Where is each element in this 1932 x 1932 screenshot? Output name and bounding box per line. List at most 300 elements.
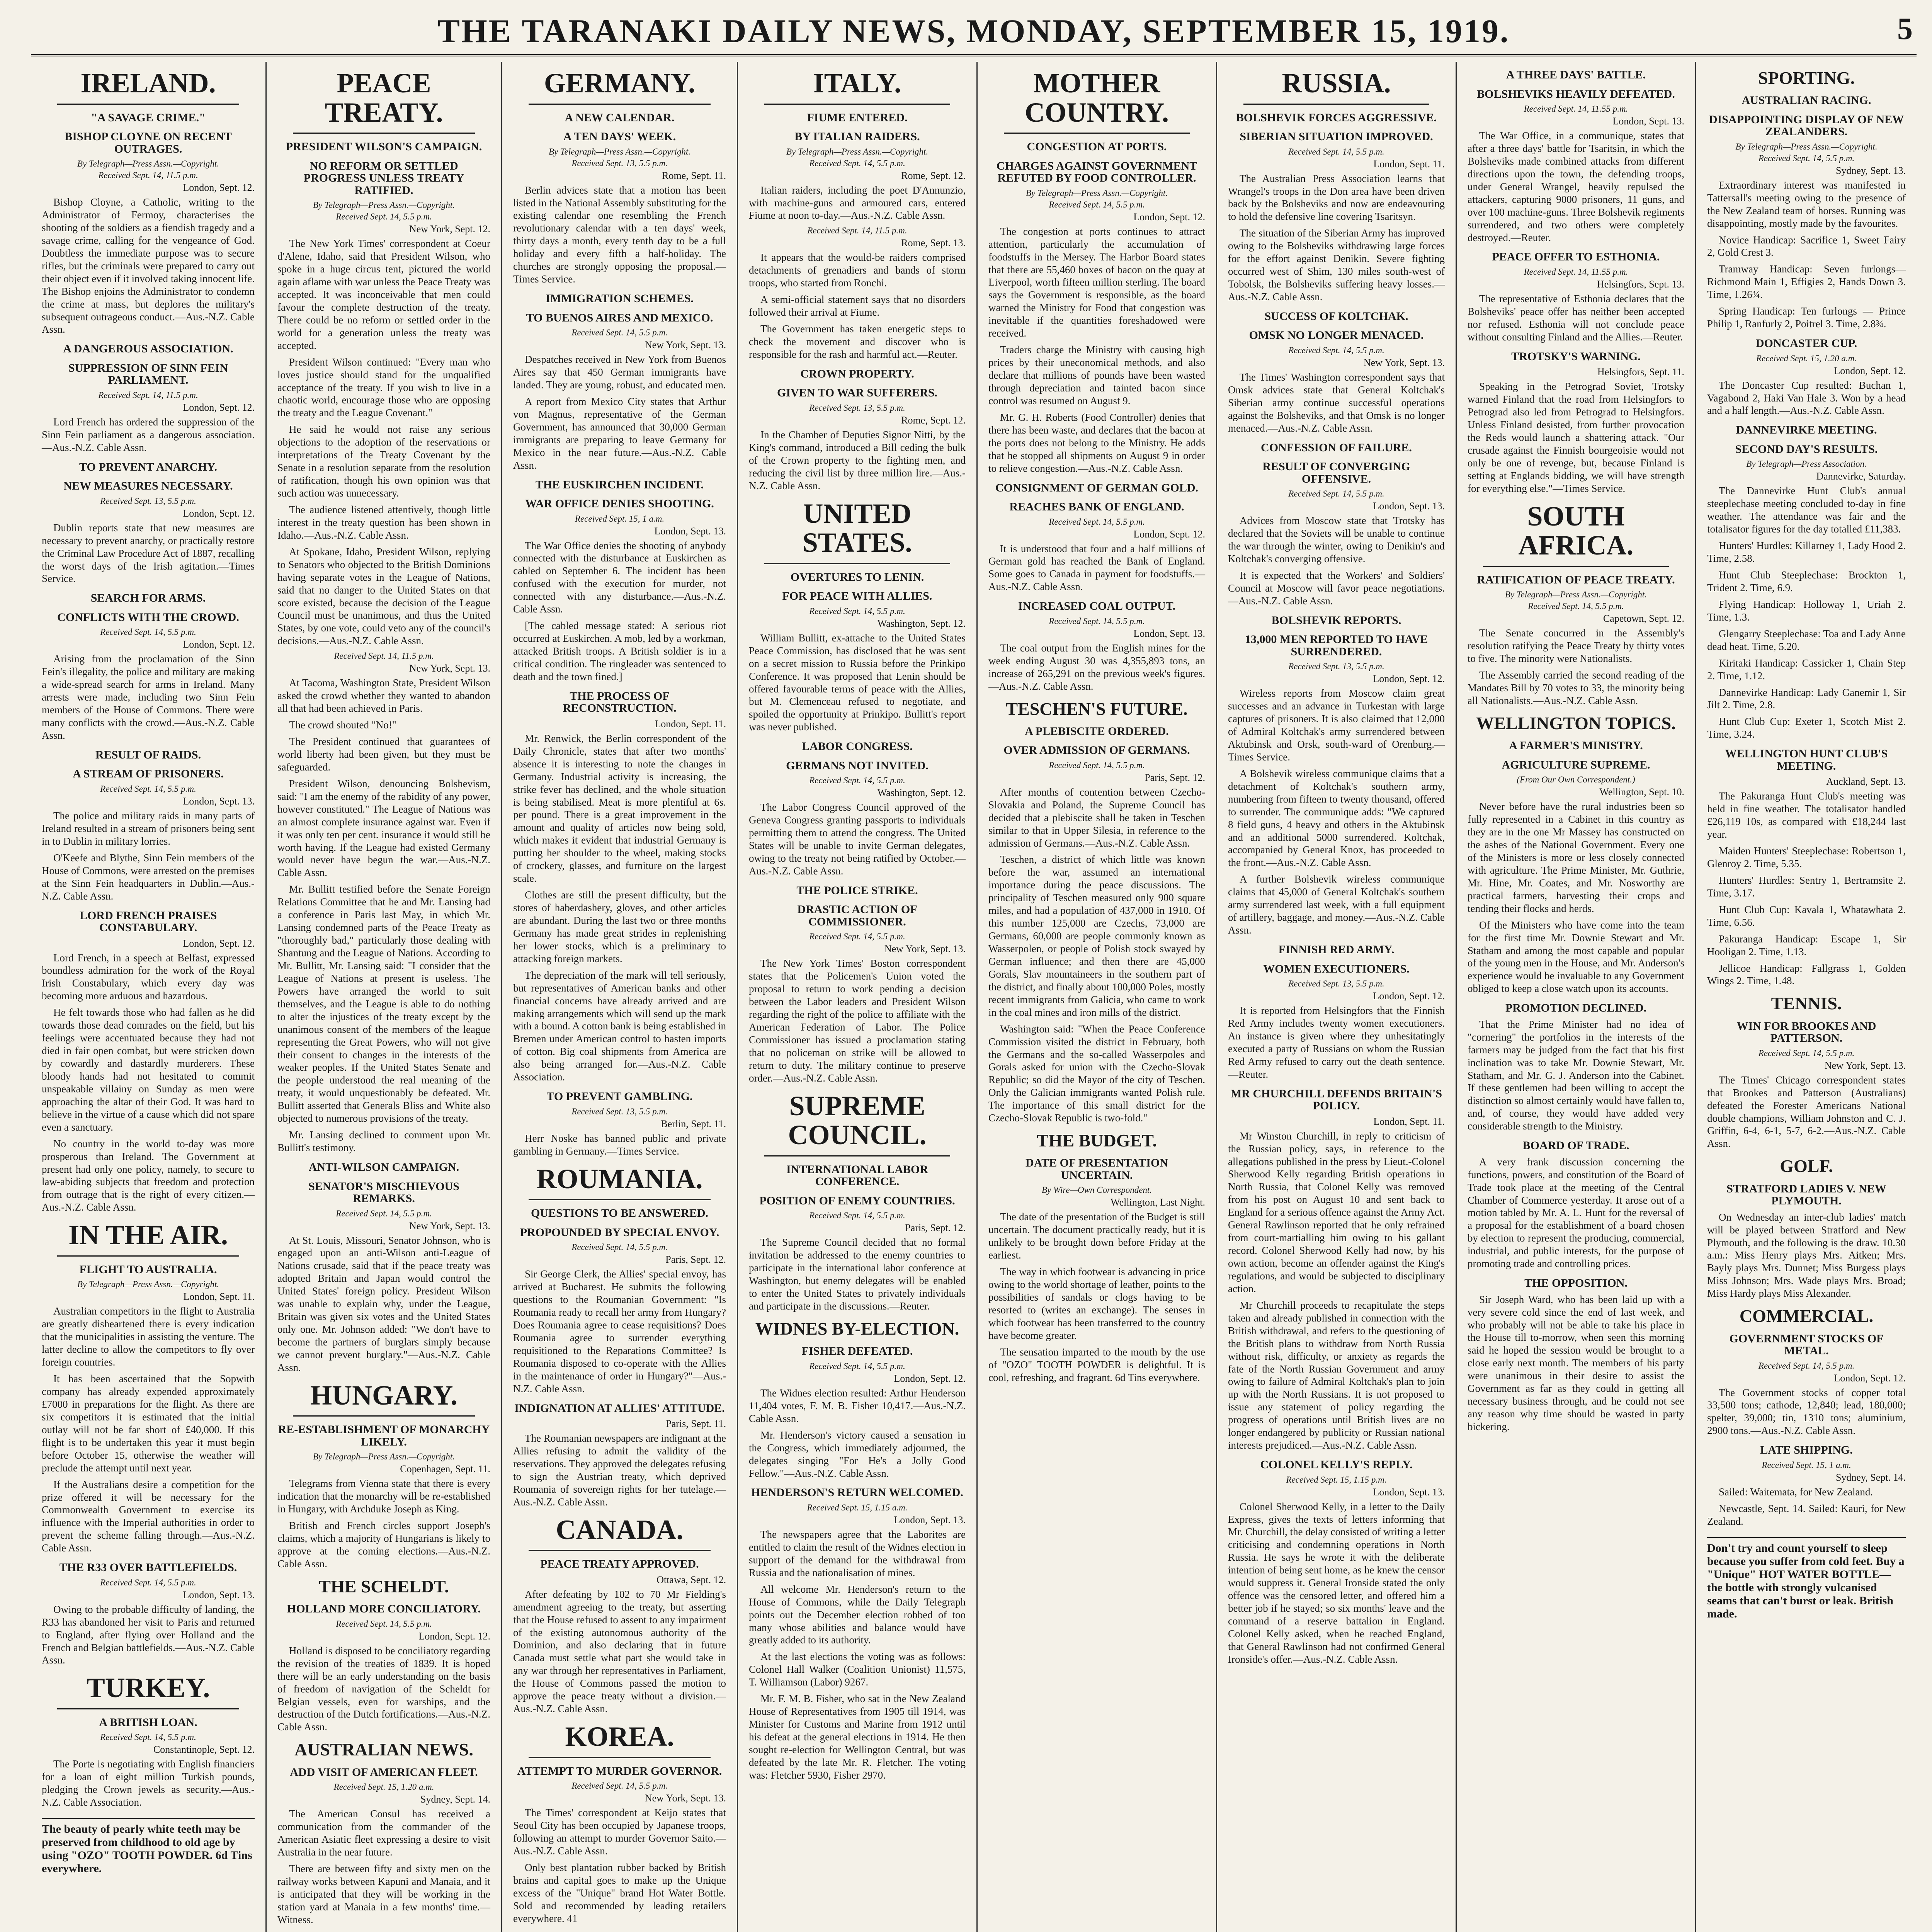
article-paragraph: The Times' correspondent at Keijo states that Seoul City has been occupied by Japanese troops, following an attempt to murder Governor Saito.—Aus.-N.Z. Cable Assn. bbox=[513, 1807, 726, 1857]
article-paragraph: The sensation imparted to the mouth by the use of "OZO" TOOTH POWDER is delightful. It is cool, refreshing, and fragrant. 6d Tins everywhere. bbox=[988, 1346, 1205, 1383]
dateline: Washington, Sept. 12. bbox=[877, 787, 966, 799]
dateline: London, Sept. 12. bbox=[183, 937, 255, 949]
article-heading: NEW MEASURES NECESSARY. bbox=[63, 480, 233, 493]
article-heading: 13,000 MEN REPORTED TO HAVE SURRENDERED. bbox=[1245, 633, 1428, 658]
article-heading: ANTI-WILSON CAMPAIGN. bbox=[308, 1161, 459, 1173]
article-heading: THE EUSKIRCHEN INCIDENT. bbox=[535, 478, 704, 491]
article-paragraph: Herr Noske has banned public and private gambling in Germany.—Times Service. bbox=[513, 1132, 726, 1157]
dateline: Paris, Sept. 11. bbox=[666, 1418, 726, 1429]
article-paragraph: The War Office denies the shooting of anybody connected with the disturbance at Euskirchen as cabled on September 6. The incident has been confused with the execution for murder, not connected with any disturbance.—Aus.-N.Z. Cable Assn. bbox=[513, 539, 726, 615]
article-heading: WAR OFFICE DENIES SHOOTING. bbox=[525, 497, 714, 510]
received-line: Received Sept. 14, 5.5 p.m. bbox=[336, 1208, 432, 1218]
article-heading: POSITION OF ENEMY COUNTRIES. bbox=[759, 1194, 955, 1207]
article-heading: A TEN DAYS' WEEK. bbox=[563, 130, 676, 143]
article-paragraph: O'Keefe and Blythe, Sinn Fein members of the House of Commons, were arrested on the premises at the Sinn Fein headquarters in Dublin.—Aus.-N.Z. Cable Assn. bbox=[42, 852, 255, 902]
article-paragraph: It is expected that the Workers' and Soldiers' Council at Moscow will favor peace negotiations.—Aus.-N.Z. Cable Assn. bbox=[1228, 569, 1445, 607]
credit-line: By Telegraph—Press Association. bbox=[1746, 459, 1867, 469]
article-paragraph: Mr. Lansing declined to comment upon Mr. Bullitt's testimony. bbox=[277, 1129, 490, 1154]
received-line: Received Sept. 13, 5.5 p.m. bbox=[1288, 979, 1384, 989]
article-paragraph: Sir Joseph Ward, who has been laid up with a very severe cold since the end of last week, and who probably will not be able to take his place in the House till to-morrow, when seen this morning said he hoped the session would be brought to a close early next month. The members of his party were unanimous in their desire to assist the Government as far as they could in getting all necessary business through, and he could not see any reason why time should be wasted in party bickering. bbox=[1468, 1293, 1684, 1433]
article-paragraph: Newcastle, Sept. 14. Sailed: Kauri, for New Zealand. bbox=[1707, 1502, 1906, 1527]
article-paragraph: Holland is disposed to be conciliatory regarding the revision of the treaties of 1839. It is hoped there will be an early understanding on the basis of freedom of navigation of the Scheldt for Belgian vessels, even for warships, and the destruction of the Dutch fortifications.—Aus.-N.Z. Cable Assn. bbox=[277, 1645, 490, 1733]
dateline: London, Sept. 12. bbox=[1133, 211, 1205, 223]
dateline: Sydney, Sept. 14. bbox=[420, 1794, 490, 1805]
article-paragraph: The Pakuranga Hunt Club's meeting was held in fine weather. The totalisator handled £26,119 10s, as compared with £18,244 last year. bbox=[1707, 790, 1906, 840]
section-heading: CANADA. bbox=[556, 1514, 684, 1545]
article-heading: SENATOR'S MISCHIEVOUS REMARKS. bbox=[308, 1180, 459, 1205]
received-line: Received Sept. 14, 5.5 p.m. bbox=[809, 1211, 905, 1221]
section-heading: ITALY. bbox=[813, 68, 901, 99]
credit-line: (From Our Own Correspondent.) bbox=[1517, 775, 1635, 785]
article-heading: FISHER DEFEATED. bbox=[801, 1345, 913, 1358]
column-5 bbox=[978, 62, 1217, 1932]
dateline: Paris, Sept. 12. bbox=[905, 1222, 966, 1234]
column-7 bbox=[1457, 62, 1696, 1932]
column-4 bbox=[738, 62, 978, 1932]
article-paragraph: That the Prime Minister had no idea of "cornering" the portfolios in the interests of the farmers may be judged from the fact that his first inclination was to take Mr. Downie Stewart, Mr. Statham, and Mr. G. J. Anderson into the Cabinet. If these gentlemen had been willing to accept the distinction so almost certainly would have fallen to, and, of course, they would have added very considerable strength to the Ministry. bbox=[1468, 1018, 1684, 1132]
article-paragraph: Jellicoe Handicap: Fallgrass 1, Golden Wings 2. Time, 1.48. bbox=[1707, 962, 1906, 987]
received-line: Received Sept. 13, 5.5 p.m. bbox=[1288, 662, 1384, 672]
column-8 bbox=[1696, 62, 1917, 1932]
dateline: New York, Sept. 13. bbox=[1824, 1060, 1906, 1071]
section-heading: KOREA. bbox=[565, 1721, 674, 1752]
article-heading: A THREE DAYS' BATTLE. bbox=[1506, 68, 1646, 81]
received-line: Received Sept. 14, 5.5 p.m. bbox=[1049, 517, 1145, 527]
credit-line: By Telegraph—Press Assn.—Copyright. bbox=[786, 146, 929, 156]
article-heading: CONGESTION AT PORTS. bbox=[1027, 140, 1167, 153]
received-line: Received Sept. 13, 5.5 p.m. bbox=[571, 158, 668, 168]
article-heading: PROPOUNDED BY SPECIAL ENVOY. bbox=[520, 1226, 719, 1239]
article-paragraph: The audience listened attentively, though little interest in the treaty question has been shown in Idaho.—Aus.-N.Z. Cable Assn. bbox=[277, 503, 490, 541]
dateline: London, Sept. 12. bbox=[1133, 528, 1205, 540]
dateline: London, Sept. 11. bbox=[655, 718, 726, 730]
article-heading: WOMEN EXECUTIONERS. bbox=[1263, 962, 1410, 975]
dateline: Paris, Sept. 12. bbox=[665, 1254, 726, 1265]
received-line: Received Sept. 14, 5.5 p.m. bbox=[809, 776, 905, 786]
article-paragraph: Lord French has ordered the suppression of the Sinn Fein parliament as a dangerous association.—Aus.-N.Z. Cable Assn. bbox=[42, 416, 255, 453]
heading-rule bbox=[764, 104, 950, 105]
article-heading: GOVERNMENT STOCKS OF METAL. bbox=[1729, 1332, 1884, 1357]
article-heading: IMMIGRATION SCHEMES. bbox=[546, 292, 694, 305]
article-paragraph: After months of contention between Czecho-Slovakia and Poland, the Supreme Council has decided that a plebiscite shall be taken in Teschen similar to that in Upper Silesia, in reference to the admission of Germans.—Aus.-N.Z. Cable Assn. bbox=[988, 786, 1205, 849]
received-line: Received Sept. 14, 5.5 p.m. bbox=[1049, 760, 1145, 770]
dateline: Berlin, Sept. 11. bbox=[661, 1118, 726, 1129]
dateline: London, Sept. 12. bbox=[1373, 673, 1445, 685]
heading-rule bbox=[1483, 566, 1669, 567]
dateline: Wellington, Sept. 10. bbox=[1599, 786, 1684, 798]
dateline: Ottawa, Sept. 12. bbox=[656, 1574, 726, 1585]
article-heading: TESCHEN'S FUTURE. bbox=[1006, 699, 1188, 719]
article-paragraph: The War Office, in a communique, states that after a three days' battle for Tsaritsin, in which the Bolsheviks made combined attacks from different directions upon the town, the defending troops, under General Wrangel, heavily repulsed the attackers, capturing 9000 prisoners, 11 guns, and over 100 machine-guns. Three Bolshevik regiments surrendered, and two others were completely destroyed.—Reuter. bbox=[1468, 130, 1684, 243]
article-paragraph: A report from Mexico City states that Arthur von Magnus, representative of the German Government, has announced that 30,000 German immigrants are preparing to leave Germany for Mexico in the near future.—Aus.-N.Z. Cable Assn. bbox=[513, 395, 726, 471]
article-paragraph: Maiden Hunters' Steeplechase: Robertson 1, Glenroy 2. Time, 5.35. bbox=[1707, 845, 1906, 869]
dateline: London, Sept. 12. bbox=[183, 401, 255, 413]
article-heading: DANNEVIRKE MEETING. bbox=[1736, 423, 1877, 437]
dateline: Sydney, Sept. 14. bbox=[1835, 1471, 1906, 1483]
article-heading: LORD FRENCH PRAISES CONSTABULARY. bbox=[79, 909, 217, 934]
article-heading: SUCCESS OF KOLTCHAK. bbox=[1264, 310, 1408, 323]
article-paragraph: The congestion at ports continues to attract attention, particularly the accumulation of foodstuffs in the Mersey. The Harbor Board states that there are 55,460 boxes of bacon on the quay at Liverpool, worth fifteen million sterling. The board says the Government is responsible, as the board warned the Ministry for Food that congestion was inevitable if the quantities foreshadowed were received. bbox=[988, 225, 1205, 339]
received-line: Received Sept. 14, 11.5 p.m. bbox=[334, 651, 434, 661]
article-heading: SECOND DAY'S RESULTS. bbox=[1735, 442, 1878, 456]
article-paragraph: Berlin advices state that a motion has been listed in the National Assembly substituting for the existing calendar one resembling the French revolutionary calendar with a ten days' week, thirty days a month, every tenth day to be a full holiday and every fifth a half-holiday. The churches are strongly opposing the proposal.—Times Service. bbox=[513, 184, 726, 285]
article-heading: A FARMER'S MINISTRY. bbox=[1509, 739, 1643, 752]
article-paragraph: Dannevirke Handicap: Lady Ganemir 1, Sir Jilt 2. Time, 2.8. bbox=[1707, 686, 1906, 711]
article-heading: MR CHURCHILL DEFENDS BRITAIN'S POLICY. bbox=[1230, 1087, 1442, 1112]
article-paragraph: At Spokane, Idaho, President Wilson, replying to Senators who objected to the British Dominions having separate votes in the League of Nations, said that no danger to the United States on that score existed, because the decision of the League Council must be unanimous, and thus the United States, by one vote, could veto any of the council's decisions.—Aus.-N.Z. Cable Assn. bbox=[277, 546, 490, 647]
heading-rule bbox=[1243, 104, 1429, 105]
credit-line: By Telegraph—Press Assn.—Copyright. bbox=[1026, 188, 1168, 198]
article-paragraph: At Tacoma, Washington State, President Wilson asked the crowd whether they wanted to abandon all that had been achieved in Paris. bbox=[277, 677, 490, 714]
article-paragraph: Hunt Club Cup: Exeter 1, Scotch Mist 2. Time, 3.24. bbox=[1707, 716, 1906, 740]
received-line: Received Sept. 14, 5.5 p.m. bbox=[336, 1619, 432, 1629]
heading-rule bbox=[529, 1757, 711, 1758]
article-paragraph: Advices from Moscow state that Trotsky has declared that the Soviets will be unable to continue the war through the winter, owing to Denikin's and Koltchak's converging offensive. bbox=[1228, 515, 1445, 565]
article-paragraph: Mr. G. H. Roberts (Food Controller) denies that there has been waste, and declares that the bacon at the ports does not belong to the Ministry. He adds that he stopped all shipments on August 9 in order to relieve congestion.—Aus.-N.Z. Cable Assn. bbox=[988, 411, 1205, 474]
article-paragraph: At St. Louis, Missouri, Senator Johnson, who is engaged upon an anti-Wilson anti-League of Nations crusade, said that if the peace treaty was adopted Britain and Japan would control the United States' foreign policy. President Wilson was unable to explain why, under the League, Britain was given six votes and the United States only one. Mr. Johnson added: "We don't have to become the partners of burglars simply because we cannot prevent burglary."—Aus.-N.Z. Cable Assn. bbox=[277, 1234, 490, 1373]
article-paragraph: Clothes are still the present difficulty, but the stores of haberdashery, gloves, and other articles are abundant. During the last two or three months Germany has made great strides in replenishing her lower stocks, which is a preliminary to attacking foreign markets. bbox=[513, 889, 726, 964]
article-paragraph: The coal output from the English mines for the week ending August 30 was 4,355,893 tons, an increase of 265,291 on the previous week's figures.—Aus.-N.Z. Cable Assn. bbox=[988, 642, 1205, 692]
article-heading: OVERTURES TO LENIN. bbox=[790, 570, 924, 583]
article-paragraph: Only best plantation rubber backed by British brains and capital goes to make up the Unique excess of the "Unique" brand Hot Water Bottle. Sold and recommended by leading retailers everywhere. 41 bbox=[513, 1861, 726, 1924]
dateline: Dannevirke, Saturday. bbox=[1816, 471, 1906, 482]
article-heading: SIBERIAN SITUATION IMPROVED. bbox=[1240, 130, 1433, 143]
article-paragraph: Italian raiders, including the poet D'Annunzio, with machine-guns and armoured cars, entered Fiume at noon to-day.—Aus.-N.Z. Cable Assn. bbox=[749, 184, 966, 221]
dateline: London, Sept. 13. bbox=[654, 525, 726, 537]
article-paragraph: Tramway Handicap: Seven furlongs—Richmond Main 1, Effigies 2, Hands Down 3. Time, 1.26¾. bbox=[1707, 263, 1906, 301]
article-paragraph: Mr. Henderson's victory caused a sensation in the Congress, which immediately adjourned, the delegates singing "For He's a Jolly Good Fellow."—Aus.-N.Z. Cable Assn. bbox=[749, 1429, 966, 1479]
article-paragraph: Arising from the proclamation of the Sinn Fein's illegality, the police and military are making a wide-spread search for arms in Ireland. Many arrests were made, including two Sinn Fein members of the House of Commons. There were many conflicts with the crowd.—Aus.-N.Z. Cable Assn. bbox=[42, 653, 255, 742]
article-paragraph: Despatches received in New York from Buenos Aires say that 450 German immigrants have landed. They are young, robust, and educated men. bbox=[513, 354, 726, 391]
dateline: Capetown, Sept. 12. bbox=[1603, 613, 1684, 624]
dateline: London, Sept. 11. bbox=[1373, 1116, 1445, 1127]
article-paragraph: No country in the world to-day was more prosperous than Ireland. The Government at present had only one policy, namely, to secure to law-abiding subjects that freedom and protection from outrage that is the right of every citizen.—Aus.-N.Z. Cable Assn. bbox=[42, 1138, 255, 1213]
article-paragraph: It is understood that four and a half millions of German gold has reached the Bank of England. Some goes to Canada in payment for foodstuffs.—Aus.-N.Z. Cable Assn. bbox=[988, 543, 1205, 593]
advertisement: Don't try and count yourself to sleep because you suffer from cold feet. Buy a "Unique" HOT WATER BOTTLE—the bottle with strongly vulcanised seams that can't burst or leak. British made. bbox=[1707, 1537, 1906, 1621]
advertisement: The beauty of pearly white teeth may be preserved from childhood to old age by using "OZO" TOOTH POWDER. 6d Tins everywhere. bbox=[42, 1818, 255, 1875]
article-heading: BOARD OF TRADE. bbox=[1522, 1139, 1629, 1152]
article-paragraph: The Senate concurred in the Assembly's resolution ratifying the Peace Treaty by thirty votes to five. The minority were Nationalists. bbox=[1468, 627, 1684, 665]
article-heading: RESULT OF RAIDS. bbox=[95, 748, 201, 761]
dateline: London, Sept. 12. bbox=[183, 639, 255, 650]
article-paragraph: The Times' Chicago correspondent states that Brookes and Patterson (Australians) defeated the Forester Americans National double champions, William Johnston and C. J. Griffin, 6-4, 6-1, 5-7, 6-2.—Aus.-N.Z. Cable Assn. bbox=[1707, 1074, 1906, 1150]
article-paragraph: The way in which footwear is advancing in price owing to the world shortage of leather, points to the possibilities of sandals or clogs having to be resorted to (writes an exchange). The senses in which footwear has been transferred to the country have become greater. bbox=[988, 1266, 1205, 1341]
column-3 bbox=[502, 62, 738, 1932]
article-heading: RATIFICATION OF PEACE TREATY. bbox=[1477, 573, 1675, 586]
article-paragraph: The Labor Congress Council approved of the Geneva Congress granting passports to individuals permitting them to attend the congress. The United States will be unable to invite German delegates, owing to the treaty not being ratified by October.—Aus.-N.Z. Cable Assn. bbox=[749, 801, 966, 877]
article-paragraph: After defeating by 102 to 70 Mr Fielding's amendment agreeing to the treaty, but asserting that the House refused to assent to any impairment of the existing autonomous authority of the Dominion, and also declaring that in future Canada must settle what part she would take in any war through her representatives in Parliament, the House of Commons passed the motion to approve the peace treaty without a division.—Aus.-N.Z. Cable Assn. bbox=[513, 1588, 726, 1715]
received-line: Received Sept. 13, 5.5 p.m. bbox=[571, 1106, 668, 1116]
article-paragraph: Hunt Club Cup: Kavala 1, Whatawhata 2. Time, 6.56. bbox=[1707, 903, 1906, 928]
article-paragraph: Extraordinary interest was manifested in Tattersall's meeting owing to the presence of the New Zealand team of horses. Running was disappointing, mostly made by the favourites. bbox=[1707, 179, 1906, 229]
article-heading: AGRICULTURE SUPREME. bbox=[1502, 758, 1650, 771]
received-line: Received Sept. 14, 5.5 p.m. bbox=[1288, 146, 1384, 156]
received-line: Received Sept. 15, 1 a.m. bbox=[575, 514, 665, 524]
received-line: Received Sept. 13, 5.5 p.m. bbox=[809, 403, 905, 413]
article-paragraph: Mr. F. M. B. Fisher, who sat in the New Zealand House of Representatives from 1905 till 1914, was Minister for Customs and Marine from 1912 until his defeat at the general elections in 1914. He then sought re-election for Wellington Central, but was defeated by the late Mr. R. Fletcher. The voting was: Fletcher 5930, Fisher 2970. bbox=[749, 1693, 966, 1781]
article-paragraph: Sailed: Waitemata, for New Zealand. bbox=[1719, 1486, 1873, 1498]
section-heading: IRELAND. bbox=[80, 68, 216, 99]
heading-rule bbox=[57, 1708, 239, 1709]
column-6 bbox=[1217, 62, 1457, 1932]
article-heading: AUSTRALIAN NEWS. bbox=[294, 1740, 473, 1760]
article-heading: CONFESSION OF FAILURE. bbox=[1261, 441, 1412, 454]
received-line: Received Sept. 14, 11.5 p.m. bbox=[807, 226, 907, 236]
article-paragraph: Mr. Renwick, the Berlin correspondent of the Daily Chronicle, states that after two months' absence it is interesting to note the changes in Germany. Industrial activity is increasing, the strike fever has declined, and the whole situation is being stabilised. Meat is more plentiful at 6s. per pound. There is a great improvement in the amount and quality of articles now being sold, which makes it evident that industrial Germany is putting her shoulder to the wheel, making stocks of crockery, glasses, and furniture on the largest scale. bbox=[513, 732, 726, 884]
article-heading: GIVEN TO WAR SUFFERERS. bbox=[777, 386, 938, 400]
article-heading: FLIGHT TO AUSTRALIA. bbox=[79, 1263, 217, 1276]
article-paragraph: It is reported from Helsingfors that the Finnish Red Army includes twenty women executioners. An instance is given where they unhesitatingly executed a party of Russians on whom the Russian Red Army refused to carry out the death sentence.—Reuter. bbox=[1228, 1005, 1445, 1080]
dateline: Constantinople, Sept. 12. bbox=[153, 1744, 255, 1755]
article-heading: SPORTING. bbox=[1758, 68, 1855, 88]
section-heading: SOUTH AFRICA. bbox=[1518, 500, 1634, 561]
dateline: London, Sept. 13. bbox=[894, 1514, 966, 1526]
article-heading: TROTSKY'S WARNING. bbox=[1511, 350, 1641, 363]
article-paragraph: If the Australians desire a competition for the prize offered it will be necessary for the Commonwealth Government to exercise its influence with the Imperial authorities in order to prevent the scheme falling through.—Aus.-N.Z. Cable Assn. bbox=[42, 1478, 255, 1554]
article-paragraph: Teschen, a district of which little was known before the war, assumed an international importance during the peace discussions. The principality of Teschen measured only 900 square miles, and had a population of 437,000 in 1910. Of this number 125,000 are Czechs, 73,000 are Germans, 60,000 are people commonly known as Wasserpolen, or people of Polish stock swayed by German influence; and then there are 45,000 Gorals, Slav mountaineers in the southern part of the district, and finally about 100,000 Poles, mostly recent immigrants from Galicia, who came to work in the coal mines and iron mills of the district. bbox=[988, 854, 1205, 1018]
article-paragraph: The Government stocks of copper total 33,500 tons; cathode, 12,840; lead, 180,000; spelter, 39,000; tin, 1310 tons; aluminium, 2900 tons.—Aus.-N.Z. Cable Assn. bbox=[1707, 1386, 1906, 1437]
article-paragraph: Mr. Bullitt testified before the Senate Foreign Relations Committee that he and Mr. Lansing had a conference in Paris last May, in which Mr. Lansing condemned parts of the Peace Treaty as "thoroughly bad," particularly those dealing with Shantung and the League of Nations. According to Mr. Bullitt, Mr. Lansing said: "I consider that the League of Nations at present is useless. The Powers have arranged the world to suit themselves, and the League is able to do nothing to alter the injustices of the treaty except by the unanimous consent of the members of the league representing the Great Powers, who will not give their consent to changes in the interests of the weaker peoples. If the United States Senate and the people understood the real meaning of the treaty, it would unquestionably be defeated. Mr. Bullitt asserted that Generals Bliss and White also objected to numerous provisions of the treaty. bbox=[277, 883, 490, 1124]
received-line: Received Sept. 14, 11.55 p.m. bbox=[1524, 267, 1628, 277]
received-line: Received Sept. 14, 5.5 p.m. bbox=[1049, 616, 1145, 626]
dateline: London, Sept. 13. bbox=[1133, 628, 1205, 639]
section-heading: ROUMANIA. bbox=[536, 1163, 703, 1194]
article-heading: CONSIGNMENT OF GERMAN GOLD. bbox=[995, 481, 1199, 494]
article-heading: DISAPPOINTING DISPLAY OF NEW ZEALANDERS. bbox=[1709, 113, 1904, 138]
dateline: London, Sept. 12. bbox=[418, 1630, 490, 1642]
article-paragraph: The Dannevirke Hunt Club's annual steeplechase meeting concluded to-day in fine weather. The attendance was fair and the totalisator figures for the day totalled £11,383. bbox=[1707, 485, 1906, 535]
received-line: Received Sept. 14, 5.5 p.m. bbox=[1288, 489, 1384, 499]
article-paragraph: Flying Handicap: Holloway 1, Uriah 2. Time, 1.3. bbox=[1707, 598, 1906, 623]
article-heading: DRASTIC ACTION OF COMMISSIONER. bbox=[797, 903, 917, 928]
article-heading: LATE SHIPPING. bbox=[1760, 1444, 1853, 1457]
article-heading: TO PREVENT ANARCHY. bbox=[79, 460, 218, 473]
credit-line: By Telegraph—Press Assn.—Copyright. bbox=[1735, 141, 1878, 151]
received-line: Received Sept. 15, 1.15 a.m. bbox=[807, 1502, 908, 1512]
article-paragraph: Bishop Cloyne, a Catholic, writing to the Administrator of Fermoy, characterises the shooting of the soldiers as a fiendish tragedy and a savage crime, calling for the vengeance of God. Doubtless the immediate purpose was to secure rifles, but the criminals were prepared to carry out their object even if it involved taking innocent life. The Bishop enjoins the Administrator to condemn the crime at mass, but deplores the military's subsequent outrageous conduct.—Aus.-N.Z. Cable Assn. bbox=[42, 196, 255, 335]
article-heading: INDIGNATION AT ALLIES' ATTITUDE. bbox=[514, 1401, 725, 1415]
received-line: Received Sept. 13, 5.5 p.m. bbox=[100, 496, 196, 506]
article-heading: HOLLAND MORE CONCILIATORY. bbox=[287, 1602, 481, 1616]
section-heading: UNITED STATES. bbox=[802, 498, 912, 558]
dateline: London, Sept. 12. bbox=[183, 182, 255, 194]
received-line: Received Sept. 14, 5.5 p.m. bbox=[1758, 1361, 1855, 1371]
article-heading: FINNISH RED ARMY. bbox=[1278, 943, 1395, 956]
dateline: Sydney, Sept. 13. bbox=[1835, 165, 1906, 176]
article-paragraph: Novice Handicap: Sacrifice 1, Sweet Fairy 2, Gold Crest 3. bbox=[1707, 234, 1906, 259]
article-heading: OMSK NO LONGER MENACED. bbox=[1249, 329, 1424, 342]
article-paragraph: Glengarry Steeplechase: Toa and Lady Anne dead heat. Time, 5.20. bbox=[1707, 628, 1906, 652]
article-paragraph: The Australian Press Association learns that Wrangel's troops in the Don area have been driven back by the Bolsheviks and now are endeavouring to hold the defensive line covering Tsaritsyn. bbox=[1228, 172, 1445, 223]
article-heading: WIDNES BY-ELECTION. bbox=[755, 1319, 959, 1339]
article-paragraph: The New York Times' Boston correspondent states that the Policemen's Union voted the proposal to return to work pending a decision between the Labor leaders and President Wilson regarding the right of the police to affiliate with the American Federation of Labor. The Police Commissioner has issued a proclamation stating that no policeman on strike will be allowed to return to duty. The military continue to preserve order.—Aus.-N.Z. Cable Assn. bbox=[749, 957, 966, 1084]
article-paragraph: The depreciation of the mark will tell seriously, but representatives of American banks and other financial concerns have already arrived and are making arrangements which will send up the mark with a bound. A cotton bank is being established in Bremen under American control to hasten imports of cotton. Big coal shipments from America are also being arranged for.—Aus.-N.Z. Cable Association. bbox=[513, 969, 726, 1083]
article-paragraph: The date of the presentation of the Budget is still uncertain. The document practically ready, but it is unlikely to be brought down before Friday at the earliest. bbox=[988, 1211, 1205, 1261]
article-paragraph: Hunters' Hurdles: Sentry 1, Bertramsite 2. Time, 3.17. bbox=[1707, 874, 1906, 899]
credit-line: By Telegraph—Press Assn.—Copyright. bbox=[313, 1452, 455, 1462]
received-line: Received Sept. 14, 11.5 p.m. bbox=[98, 170, 198, 180]
article-paragraph: Sir George Clerk, the Allies' special envoy, has arrived at Bucharest. He submits the following questions to the Roumanian Government: "Is Roumania ready to recall her army from Hungary? Does Roumania agree to cease requisitions? Does Roumania agree to surrender everything requisitioned to the Reparations Committee? Is Roumania disposed to co-operate with the Allies in the maintenance of order in Hungary?"—Aus.-N.Z. Cable Assn. bbox=[513, 1268, 726, 1395]
credit-line: By Telegraph—Press Assn.—Copyright. bbox=[313, 200, 455, 210]
received-line: Received Sept. 14, 5.5 p.m. bbox=[100, 784, 196, 794]
article-heading: PEACE TREATY APPROVED. bbox=[540, 1558, 699, 1571]
article-heading: STRATFORD LADIES V. NEW PLYMOUTH. bbox=[1726, 1182, 1886, 1208]
article-heading: THE SCHELDT. bbox=[319, 1576, 449, 1596]
article-heading: GERMANS NOT INVITED. bbox=[786, 759, 929, 772]
article-heading: BOLSHEVIK FORCES AGGRESSIVE. bbox=[1236, 111, 1437, 124]
article-paragraph: The police and military raids in many parts of Ireland resulted in a stream of prisoners being sent in to Dublin in military lorries. bbox=[42, 810, 255, 847]
article-heading: QUESTIONS TO BE ANSWERED. bbox=[531, 1207, 709, 1220]
dateline: London, Sept. 12. bbox=[1834, 1372, 1906, 1384]
dateline: London, Sept. 13. bbox=[1373, 1486, 1445, 1498]
section-heading: TURKEY. bbox=[86, 1672, 210, 1704]
page-number: 5 bbox=[1897, 12, 1913, 46]
dateline: London, Sept. 13. bbox=[183, 1589, 255, 1600]
article-paragraph: There are between fifty and sixty men on the railway works between Kapuni and Manaia, and it is anticipated that they will be working in the station yard at Manaia in a few months' time.—Witness. bbox=[277, 1862, 490, 1925]
article-paragraph: A semi-official statement says that no disorders followed their arrival at Fiume. bbox=[749, 294, 966, 318]
received-line: Received Sept. 14, 5.5 p.m. bbox=[1049, 199, 1145, 209]
article-heading: GOLF. bbox=[1780, 1156, 1833, 1176]
article-heading: WELLINGTON HUNT CLUB'S MEETING. bbox=[1725, 747, 1888, 772]
dateline: London, Sept. 13. bbox=[1373, 500, 1445, 512]
article-paragraph: Australian competitors in the flight to Australia are greatly disheartened there is every indication that the municipalities in assisting the venture. The latter decline to allow the competitors to fly over foreign countries. bbox=[42, 1305, 255, 1368]
article-heading: THE POLICE STRIKE. bbox=[796, 884, 918, 897]
dateline: New York, Sept. 13. bbox=[1363, 357, 1445, 368]
article-paragraph: Colonel Sherwood Kelly, in a letter to the Daily Express, gives the texts of letters informing that Mr. Churchill, the delay consisted of writing a letter criticising and condemning operations in North Russia. He says he wrote it with the deliberate intention of being sent home, as he knew the censor would suppress it. General Ironside stated the only offence was the censored letter, and offered him a better job if he stayed; so six months' leave and the command of a reserve battalion in England. Colonel Kelly asked, when he reached England, that General Rawlinson had not confirmed General Ironside's offer.—Aus.-N.Z. Cable Assn. bbox=[1228, 1500, 1445, 1665]
article-paragraph: Of the Ministers who have come into the team for the first time Mr. Downie Stewart and Mr. Statham and among the most capable and popular of the young men in the House, and Mr. Anderson's experience would be invaluable to any Government obliged to keep a close watch upon its accounts. bbox=[1468, 919, 1684, 995]
article-paragraph: Pakuranga Handicap: Escape 1, Sir Hooligan 2. Time, 1.13. bbox=[1707, 933, 1906, 957]
article-paragraph: Spring Handicap: Ten furlongs — Prince Philip 1, Ranfurly 2, Poitrel 3. Time, 2.8¾. bbox=[1707, 305, 1906, 330]
article-paragraph: Dublin reports state that new measures are necessary to prevent anarchy, or practically restore the Criminal Law Procedure Act of 1887, recalling the worst days of the Irish agitation.—Times Service. bbox=[42, 522, 255, 585]
article-paragraph: The Assembly carried the second reading of the Mandates Bill by 70 votes to 33, the minority being all Nationalists.—Aus.-N.Z. Cable Assn. bbox=[1468, 669, 1684, 706]
article-paragraph: Owing to the probable difficulty of landing, the R33 has abandoned her visit to Paris and returned to England, after flying over Holland and the French and Belgian battlefields.—Aus.-N.Z. Cable Assn. bbox=[42, 1603, 255, 1666]
article-heading: OVER ADMISSION OF GERMANS. bbox=[1003, 744, 1190, 757]
article-heading: INCREASED COAL OUTPUT. bbox=[1018, 600, 1175, 613]
heading-rule bbox=[764, 1155, 950, 1156]
article-heading: WELLINGTON TOPICS. bbox=[1476, 713, 1676, 733]
article-paragraph: Washington said: "When the Peace Conference Commission visited the district in February, both the Germans and the so-called Wasserpoles and Gorals asked for union with the Czecho-Slovak Republic; so did the Mayor of the city of Teschen. Only the Galician immigrants wanted Polish rule. The importance of this small district for the Czecho-Slovak Republic is two-fold." bbox=[988, 1023, 1205, 1124]
article-paragraph: He felt towards those who had fallen as he did towards those dead comrades on the field, but his feelings were accentuated because they had not died in fair open combat, but were stricken down by cowardly and dastardly murderers. These bloody hands had not hesitated to commit unspeakable villainy on Sunday as men were approaching the altar of their God. It was hard to believe in the virtue of a cause which did not spare even a sanctuary. bbox=[42, 1007, 255, 1133]
received-line: Received Sept. 14, 5.5 p.m. bbox=[809, 932, 905, 942]
masthead-title: THE TARANAKI DAILY NEWS, MONDAY, SEPTEMBER 15, 1919. bbox=[437, 12, 1510, 49]
article-heading: "A SAVAGE CRIME." bbox=[91, 111, 206, 124]
article-paragraph: Lord French, in a speech at Belfast, expressed boundless admiration for the work of the Royal Irish Constabulary, which every day was becoming more arduous and hazardous. bbox=[42, 952, 255, 1002]
article-paragraph: Hunt Club Steeplechase: Brockton 1, Trident 2. Time, 6.9. bbox=[1707, 569, 1906, 594]
article-paragraph: The President continued that guarantees of world liberty had been given, but they must be safeguarded. bbox=[277, 736, 490, 773]
article-paragraph: He said he would not raise any serious objections to the adoption of the reservations or interpretations of the Treaty Covenant by the Senate in a resolution separate from the resolution of ratification, though his own opinion was that such action was unnecessary. bbox=[277, 423, 490, 499]
article-paragraph: The Porte is negotiating with English financiers for a loan of eight million Turkish pounds, pledging the Crown jewels as security.—Aus.-N.Z. Cable Association. bbox=[42, 1758, 255, 1808]
dateline: New York, Sept. 13. bbox=[884, 943, 966, 955]
credit-line: By Wire—Own Correspondent. bbox=[1041, 1185, 1152, 1195]
article-heading: WIN FOR BROOKES AND PATTERSON. bbox=[1736, 1019, 1876, 1045]
dateline: New York, Sept. 13. bbox=[645, 1793, 726, 1804]
article-paragraph: Kiritaki Handicap: Cassicker 1, Chain Step 2. Time, 1.12. bbox=[1707, 657, 1906, 682]
article-heading: CHARGES AGAINST GOVERNMENT REFUTED BY FOOD CONTROLLER. bbox=[996, 159, 1197, 185]
received-line: Received Sept. 14, 5.5 p.m. bbox=[1758, 153, 1855, 163]
dateline: Helsingfors, Sept. 11. bbox=[1597, 366, 1684, 378]
article-paragraph: [The cabled message stated: A serious riot occurred at Euskirchen. A mob, led by a workman, attacked British troops. A British soldier is in a critical condition. The ringleader was sentenced to death and the town fined.] bbox=[513, 620, 726, 682]
article-heading: NO REFORM OR SETTLED PROGRESS UNLESS TREATY RATIFIED. bbox=[303, 159, 464, 197]
received-line: Received Sept. 14, 5.5 p.m. bbox=[809, 1361, 905, 1371]
article-paragraph: On Wednesday an inter-club ladies' match will be played between Stratford and New Plymouth, and the following is the draw. 10.30 a.m.: Miss Henry plays Mrs. Aitken; Mrs. Bayly plays Mrs. Dunnet; Miss Burgess plays Miss Johnson; Mrs. Wade plays Mrs. Broad; Miss Hardy plays Miss Alexander. bbox=[1707, 1211, 1906, 1299]
dateline: London, Sept. 13. bbox=[1612, 116, 1684, 127]
received-line: Received Sept. 14, 5.5 p.m. bbox=[571, 1781, 668, 1791]
credit-line: By Telegraph—Press Assn.—Copyright. bbox=[77, 159, 219, 169]
article-heading: PROMOTION DECLINED. bbox=[1505, 1002, 1647, 1015]
article-heading: BOLSHEVIK REPORTS. bbox=[1271, 614, 1401, 627]
article-heading: THE R33 OVER BATTLEFIELDS. bbox=[59, 1561, 237, 1574]
received-line: Received Sept. 14, 5.5 p.m. bbox=[1288, 345, 1384, 355]
article-paragraph: The American Consul has received a communication from the commander of the American Asiatic fleet expressing a desire to visit Australia in the near future. bbox=[277, 1808, 490, 1858]
dateline: London, Sept. 12. bbox=[183, 507, 255, 519]
heading-rule bbox=[529, 104, 711, 105]
dateline: Paris, Sept. 12. bbox=[1145, 772, 1205, 783]
masthead bbox=[31, 8, 1917, 56]
article-paragraph: Telegrams from Vienna state that there is every indication that the monarchy will be re-established in Hungary, with Archduke Joseph as King. bbox=[277, 1478, 490, 1515]
dateline: London, Sept. 11. bbox=[1373, 158, 1445, 170]
article-paragraph: In the Chamber of Deputies Signor Nitti, by the King's command, introduced a Bill ceding the bulk of the Crown property to the fighting men, and reducing the civil list by three million lire.—Aus.-N.Z. Cable Assn. bbox=[749, 429, 966, 492]
received-line: Received Sept. 14, 5.5 p.m. bbox=[336, 212, 432, 222]
article-paragraph: Mr Churchill proceeds to recapitulate the steps taken and already published in connection with the British withdrawal, and refers to the questioning of the British plans to withdraw from North Russia without risk, difficulty, or anxiety as regards the fate of the North Russian Government and army owing to failure of Admiral Koltchak's plan to join up with the North Russians. It is not proposed to issue any statement of policy regarding the progress of operations until British lives are no longer endangered by publicity or Russian national interests prejudiced.—Aus.-N.Z. Cable Assn. bbox=[1228, 1299, 1445, 1451]
column-1 bbox=[31, 62, 267, 1932]
article-paragraph: British and French circles support Joseph's claims, which a majority of Hungarians is likely to approve at the coming elections.—Aus.-N.Z. Cable Assn. bbox=[277, 1520, 490, 1570]
article-paragraph: Hunters' Hurdles: Killarney 1, Lady Hood 2. Time, 2.58. bbox=[1707, 540, 1906, 565]
article-heading: A STREAM OF PRISONERS. bbox=[73, 767, 224, 781]
article-paragraph: The Times' Washington correspondent says that Omsk advices state that General Koltchak's Siberian army continue successful operations against the Bolsheviks, and that Omsk is no longer menaced.—Aus.-N.Z. Cable Assn. bbox=[1228, 371, 1445, 434]
heading-rule bbox=[293, 1415, 475, 1417]
heading-rule bbox=[529, 1550, 711, 1551]
credit-line: By Telegraph—Press Assn.—Copyright. bbox=[548, 146, 691, 156]
article-paragraph: The Widnes election resulted: Arthur Henderson 11,404 votes, F. M. B. Fisher 10,417.—Aus.-N.Z. Cable Assn. bbox=[749, 1387, 966, 1424]
article-paragraph: Mr Winston Churchill, in reply to criticism of the Russian policy, says, in reference to the allegations published in the press by Lieut.-Colonel Sherwood Kelly regarding British operations in North Russia, that Colonel Kelly was removed from his post on August 10 and sent back to England for a serious offence against the Army Act. General Rawlinson reported that he only refrained from court-martialling him owing to his gallant record. Colonel Sherwood Kelly had now, by his own action, become an offender against the King's regulations, and would be subjected to disciplinary action. bbox=[1228, 1130, 1445, 1294]
received-line: Received Sept. 14, 5.5 p.m. bbox=[571, 1242, 668, 1252]
article-paragraph: It has been ascertained that the Sopwith company has already expended approximately £7000 in preparations for the flight. As there are six competitors it is estimated that the initial outlay will not be far short of £40,000. If this flight is to be undertaken this year it must begin before October 15, otherwise the weather will preclude the attempt until next year. bbox=[42, 1373, 255, 1474]
article-heading: ATTEMPT TO MURDER GOVERNOR. bbox=[517, 1764, 722, 1777]
article-paragraph: The Government has taken energetic steps to check the movement and discover who is responsible for the rash and harmful act.—Reuter. bbox=[749, 323, 966, 360]
article-paragraph: Wireless reports from Moscow claim great successes and an advance in Turkestan with large captures of prisoners. It is also claimed that 12,000 of Admiral Koltchak's army surrendered between Aktubinsk and Orsk, south-ward of Orenburg.—Times Service. bbox=[1228, 687, 1445, 763]
received-line: Received Sept. 14, 5.5 p.m. bbox=[571, 328, 668, 338]
article-heading: TENNIS. bbox=[1771, 993, 1842, 1014]
article-heading: RESULT OF CONVERGING OFFENSIVE. bbox=[1262, 460, 1410, 485]
dateline: Rome, Sept. 12. bbox=[901, 170, 966, 181]
dateline: New York, Sept. 13. bbox=[409, 663, 490, 674]
article-heading: DONCASTER CUP. bbox=[1755, 337, 1857, 350]
article-paragraph: The situation of the Siberian Army has improved owing to the Bolsheviks withdrawing large forces for the effort against Denikin. Severe fighting occurred west of Shim, 130 miles south-west of Tobolsk, the Bolsheviks suffering heavy losses.—Aus.-N.Z. Cable Assn. bbox=[1228, 227, 1445, 303]
section-heading: SUPREME COUNCIL. bbox=[788, 1090, 927, 1151]
article-paragraph: William Bullitt, ex-attache to the United States Peace Commission, has disclosed that he was sent on a secret mission to Russia before the Prinkipo Conference. It was proposed that Lenin should be offered favourable terms of peace with the Allies, but M. Clemenceau refused to negotiate, and spoiled the opportunity at Prinkipo. Bullitt's report was never published. bbox=[749, 632, 966, 733]
received-line: Received Sept. 15, 1.20 a.m. bbox=[333, 1782, 434, 1792]
article-paragraph: A very frank discussion concerning the functions, powers, and constitution of the Board of Trade took place at the meeting of the Central Chamber of Commerce yesterday. It arose out of a motion tabled by Mr. A. L. Hunt for the reversal of a proposal for the establishment of a board chosen by election to represent the producing, commercial, industrial, and public interests, for the purpose of promoting trade and controlling prices. bbox=[1468, 1156, 1684, 1270]
article-paragraph: The Doncaster Cup resulted: Buchan 1, Vagabond 2, Haki Van Hale 3. Won by a head and a half length.—Aus.-N.Z. Cable Assn. bbox=[1707, 379, 1906, 417]
article-paragraph: It appears that the would-be raiders comprised detachments of grenadiers and bands of storm troops, who started from Ronchi. bbox=[749, 252, 966, 289]
article-heading: BISHOP CLOYNE ON RECENT OUTRAGES. bbox=[65, 130, 232, 155]
received-line: Received Sept. 15, 1 a.m. bbox=[1762, 1460, 1851, 1470]
article-paragraph: Traders charge the Ministry with causing high prices by their uneconomical methods, and also declare that millions of pounds have been wasted through depreciation and tainted bacon since control was resumed on August 9. bbox=[988, 344, 1205, 406]
dateline: New York, Sept. 13. bbox=[645, 339, 726, 351]
article-paragraph: The representative of Esthonia declares that the Bolsheviks' peace offer has neither been accepted nor refused. Esthonia will not conclude peace without consulting Finland and the Allies.—Reuter. bbox=[1468, 293, 1684, 343]
dateline: Rome, Sept. 11. bbox=[662, 170, 726, 181]
received-line: Received Sept. 14, 5.5 p.m. bbox=[100, 1577, 196, 1587]
budget-heading: THE BUDGET. bbox=[1037, 1131, 1157, 1151]
article-heading: SUPPRESSION OF SINN FEIN PARLIAMENT. bbox=[68, 361, 228, 387]
article-heading: THE PROCESS OF RECONSTRUCTION. bbox=[563, 689, 677, 715]
article-heading: CONFLICTS WITH THE CROWD. bbox=[57, 611, 239, 624]
article-paragraph: The crowd shouted "No!" bbox=[289, 719, 396, 731]
section-heading: HUNGARY. bbox=[310, 1379, 457, 1411]
article-paragraph: All welcome Mr. Henderson's return to the House of Commons, while the Daily Telegraph points out the December election robbed of too many whose abilities and balance would have greatly added to its authority. bbox=[749, 1583, 966, 1646]
received-line: Received Sept. 14, 5.5 p.m. bbox=[809, 158, 905, 168]
article-paragraph: A Bolshevik wireless communique claims that a detachment of Koltchak's southern army, numbering from fifteen to twenty thousand, offered to surrender. The communique adds: "We captured 8 field guns, 4 heavy and others in the Aktubinsk and an additional 5000 surrendered. Koltchak, accompanied by General Knox, has proceeded to the front.—Aus.-N.Z. Cable Assn. bbox=[1228, 767, 1445, 869]
